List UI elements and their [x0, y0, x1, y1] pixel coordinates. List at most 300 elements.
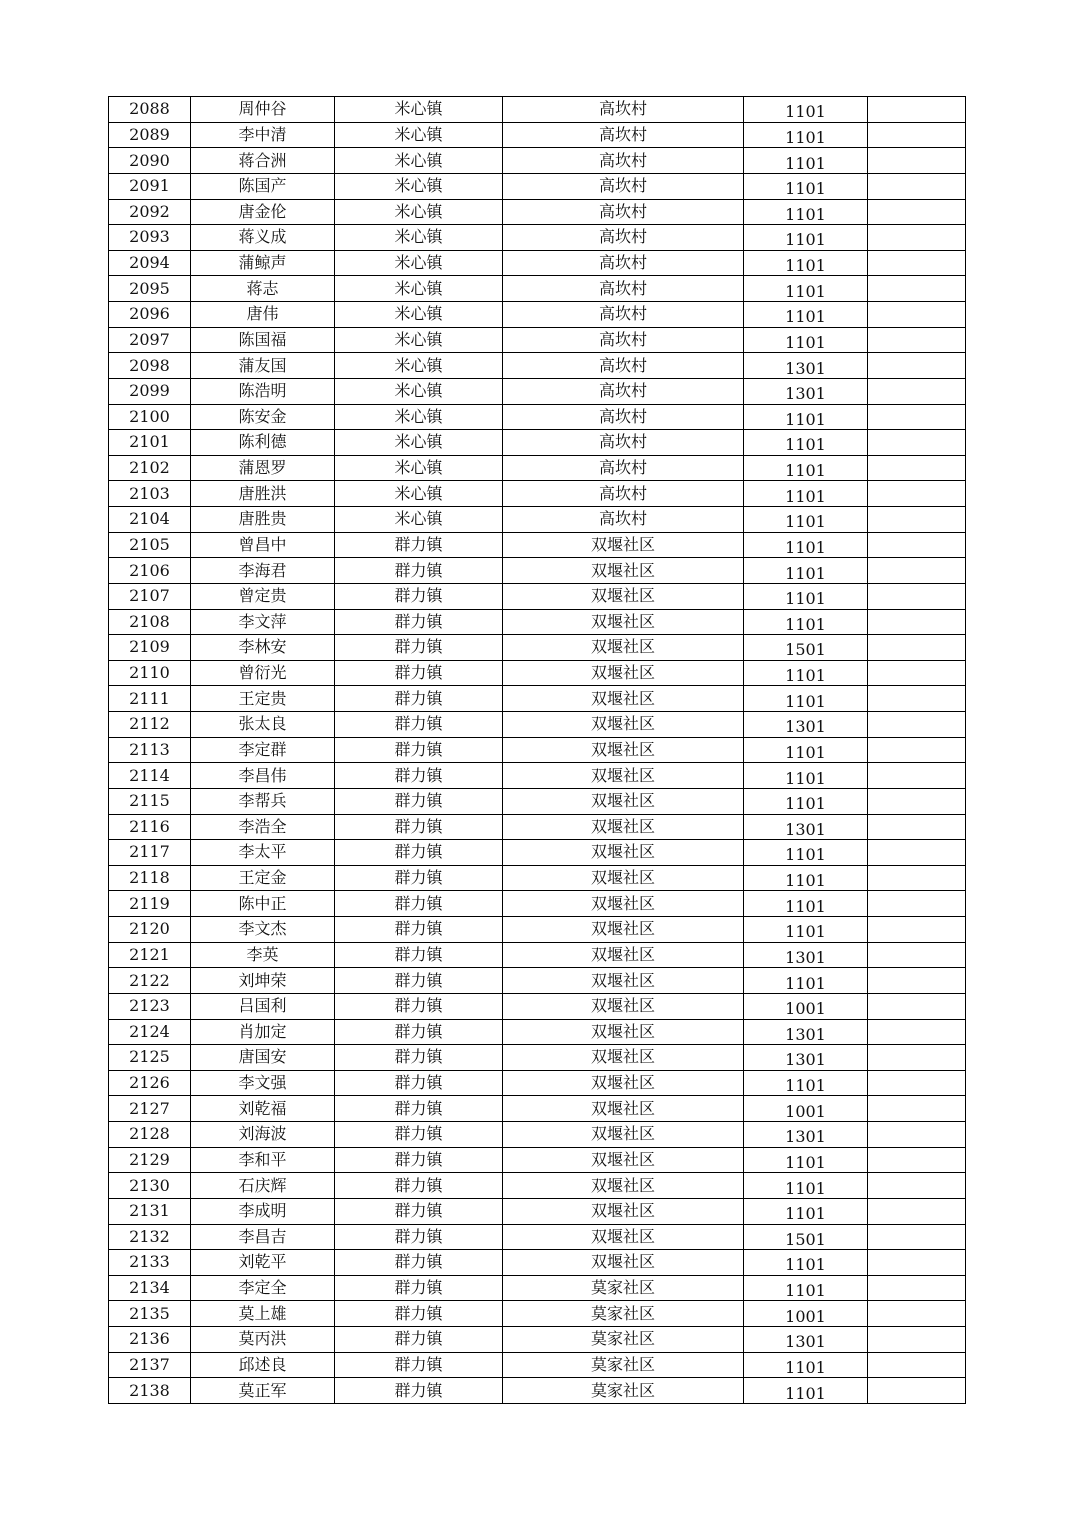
- town-cell: 群力镇: [335, 1378, 503, 1404]
- code-value: 1301: [785, 358, 826, 378]
- name-cell: 李定群: [191, 737, 335, 763]
- code-cell: [744, 507, 868, 533]
- row-number-cell: 2107: [109, 583, 191, 609]
- code-cell: [744, 1070, 868, 1096]
- village-cell: 高坎村: [503, 276, 744, 302]
- row-number-cell: 2089: [109, 122, 191, 148]
- town-cell: 群力镇: [335, 1173, 503, 1199]
- village-cell: 高坎村: [503, 148, 744, 174]
- table-row: [109, 302, 966, 328]
- remark-cell: [868, 993, 966, 1019]
- table-row: [109, 199, 966, 225]
- row-number-cell: 2097: [109, 327, 191, 353]
- town-cell: 群力镇: [335, 558, 503, 584]
- table-body: [109, 97, 966, 1404]
- row-number-cell: 2123: [109, 993, 191, 1019]
- code-cell: [744, 97, 868, 123]
- code-cell: [744, 302, 868, 328]
- remark-cell: [868, 1224, 966, 1250]
- code-value: 1101: [785, 281, 826, 301]
- table-row: [109, 993, 966, 1019]
- code-value: 1101: [785, 1281, 826, 1301]
- table-row: [109, 1173, 966, 1199]
- code-value: 1301: [785, 717, 826, 737]
- row-number-cell: 2116: [109, 814, 191, 840]
- row-number-cell: 2135: [109, 1301, 191, 1327]
- code-value: 1301: [785, 947, 826, 967]
- remark-cell: [868, 1045, 966, 1071]
- town-cell: 米心镇: [335, 250, 503, 276]
- code-value: 1101: [785, 461, 826, 481]
- table-row: [109, 1250, 966, 1276]
- village-cell: 双堰社区: [503, 583, 744, 609]
- name-cell: 唐胜贵: [191, 507, 335, 533]
- name-cell: 李和平: [191, 1147, 335, 1173]
- name-cell: 李定全: [191, 1275, 335, 1301]
- table-row: [109, 788, 966, 814]
- name-cell: 李帮兵: [191, 788, 335, 814]
- row-number-cell: 2117: [109, 840, 191, 866]
- table-row: [109, 635, 966, 661]
- table-row: [109, 430, 966, 456]
- village-cell: 高坎村: [503, 250, 744, 276]
- town-cell: 群力镇: [335, 891, 503, 917]
- village-cell: 双堰社区: [503, 1147, 744, 1173]
- name-cell: 陈国产: [191, 173, 335, 199]
- code-cell: [744, 1045, 868, 1071]
- remark-cell: [868, 968, 966, 994]
- name-cell: 陈利德: [191, 430, 335, 456]
- town-cell: 群力镇: [335, 865, 503, 891]
- town-cell: 群力镇: [335, 583, 503, 609]
- village-cell: 高坎村: [503, 199, 744, 225]
- town-cell: 群力镇: [335, 1301, 503, 1327]
- table-row: [109, 1070, 966, 1096]
- table-row: [109, 763, 966, 789]
- remark-cell: [868, 583, 966, 609]
- code-cell: [744, 993, 868, 1019]
- code-value: 1101: [785, 666, 826, 686]
- village-cell: 双堰社区: [503, 763, 744, 789]
- name-cell: 蒲友国: [191, 353, 335, 379]
- table-row: [109, 814, 966, 840]
- town-cell: 群力镇: [335, 968, 503, 994]
- town-cell: 群力镇: [335, 788, 503, 814]
- name-cell: 蒲鲸声: [191, 250, 335, 276]
- name-cell: 蒋合洲: [191, 148, 335, 174]
- town-cell: 群力镇: [335, 1019, 503, 1045]
- name-cell: 张太良: [191, 712, 335, 738]
- table-row: [109, 712, 966, 738]
- town-cell: 群力镇: [335, 1096, 503, 1122]
- remark-cell: [868, 250, 966, 276]
- name-cell: 曾定贵: [191, 583, 335, 609]
- town-cell: 群力镇: [335, 686, 503, 712]
- code-cell: [744, 327, 868, 353]
- table-row: [109, 122, 966, 148]
- row-number-cell: 2131: [109, 1198, 191, 1224]
- town-cell: 群力镇: [335, 1147, 503, 1173]
- code-cell: [744, 404, 868, 430]
- code-value: 1101: [785, 1357, 826, 1377]
- code-value: 1101: [785, 1152, 826, 1172]
- table-row: [109, 737, 966, 763]
- village-cell: 双堰社区: [503, 712, 744, 738]
- town-cell: 群力镇: [335, 1352, 503, 1378]
- code-value: 1101: [785, 307, 826, 327]
- name-cell: 刘海波: [191, 1122, 335, 1148]
- row-number-cell: 2129: [109, 1147, 191, 1173]
- row-number-cell: 2102: [109, 455, 191, 481]
- code-cell: [744, 1327, 868, 1353]
- table-row: [109, 481, 966, 507]
- town-cell: 群力镇: [335, 712, 503, 738]
- code-value: 1101: [785, 230, 826, 250]
- code-cell: [744, 1352, 868, 1378]
- town-cell: 米心镇: [335, 148, 503, 174]
- village-cell: 双堰社区: [503, 609, 744, 635]
- table-row: [109, 558, 966, 584]
- town-cell: 群力镇: [335, 737, 503, 763]
- table-row: [109, 840, 966, 866]
- town-cell: 群力镇: [335, 763, 503, 789]
- village-cell: 高坎村: [503, 455, 744, 481]
- town-cell: 米心镇: [335, 353, 503, 379]
- code-cell: [744, 276, 868, 302]
- village-cell: 双堰社区: [503, 1224, 744, 1250]
- town-cell: 群力镇: [335, 1198, 503, 1224]
- village-cell: 双堰社区: [503, 993, 744, 1019]
- row-number-cell: 2098: [109, 353, 191, 379]
- row-number-cell: 2105: [109, 532, 191, 558]
- code-cell: [744, 840, 868, 866]
- name-cell: 唐国安: [191, 1045, 335, 1071]
- village-cell: 双堰社区: [503, 788, 744, 814]
- name-cell: 李海君: [191, 558, 335, 584]
- town-cell: 米心镇: [335, 378, 503, 404]
- remark-cell: [868, 276, 966, 302]
- code-value: 1101: [785, 845, 826, 865]
- code-cell: [744, 737, 868, 763]
- name-cell: 李太平: [191, 840, 335, 866]
- town-cell: 米心镇: [335, 225, 503, 251]
- table-row: [109, 660, 966, 686]
- code-value: 1101: [785, 1178, 826, 1198]
- table-row: [109, 507, 966, 533]
- village-cell: 双堰社区: [503, 635, 744, 661]
- village-cell: 高坎村: [503, 507, 744, 533]
- town-cell: 群力镇: [335, 1327, 503, 1353]
- row-number-cell: 2091: [109, 173, 191, 199]
- remark-cell: [868, 481, 966, 507]
- code-value: 1101: [785, 435, 826, 455]
- code-cell: [744, 686, 868, 712]
- table-row: [109, 250, 966, 276]
- village-cell: 双堰社区: [503, 532, 744, 558]
- code-cell: [744, 891, 868, 917]
- code-value: 1101: [785, 537, 826, 557]
- code-value: 1101: [785, 1076, 826, 1096]
- code-value: 1001: [785, 1306, 826, 1326]
- remark-cell: [868, 173, 966, 199]
- code-value: 1101: [785, 332, 826, 352]
- town-cell: 米心镇: [335, 122, 503, 148]
- village-cell: 高坎村: [503, 481, 744, 507]
- remark-cell: [868, 148, 966, 174]
- name-cell: 李中清: [191, 122, 335, 148]
- town-cell: 群力镇: [335, 1275, 503, 1301]
- row-number-cell: 2095: [109, 276, 191, 302]
- code-cell: [744, 558, 868, 584]
- table-row: [109, 1045, 966, 1071]
- table-row: [109, 609, 966, 635]
- code-cell: [744, 1275, 868, 1301]
- name-cell: 李成明: [191, 1198, 335, 1224]
- table-row: [109, 455, 966, 481]
- code-value: 1101: [785, 127, 826, 147]
- code-cell: [744, 635, 868, 661]
- name-cell: 蒲恩罗: [191, 455, 335, 481]
- village-cell: 双堰社区: [503, 917, 744, 943]
- row-number-cell: 2096: [109, 302, 191, 328]
- row-number-cell: 2108: [109, 609, 191, 635]
- table-row: [109, 891, 966, 917]
- remark-cell: [868, 865, 966, 891]
- code-cell: [744, 968, 868, 994]
- village-cell: 双堰社区: [503, 1198, 744, 1224]
- remark-cell: [868, 763, 966, 789]
- name-cell: 莫上雄: [191, 1301, 335, 1327]
- remark-cell: [868, 327, 966, 353]
- row-number-cell: 2101: [109, 430, 191, 456]
- town-cell: 米心镇: [335, 302, 503, 328]
- name-cell: 陈国福: [191, 327, 335, 353]
- code-value: 1101: [785, 691, 826, 711]
- name-cell: 蒋志: [191, 276, 335, 302]
- code-value: 1101: [785, 896, 826, 916]
- remark-cell: [868, 609, 966, 635]
- remark-cell: [868, 917, 966, 943]
- village-cell: 高坎村: [503, 97, 744, 123]
- remark-cell: [868, 558, 966, 584]
- code-value: 1101: [785, 742, 826, 762]
- code-value: 1101: [785, 589, 826, 609]
- row-number-cell: 2138: [109, 1378, 191, 1404]
- row-number-cell: 2106: [109, 558, 191, 584]
- table-row: [109, 404, 966, 430]
- code-value: 1301: [785, 384, 826, 404]
- town-cell: 群力镇: [335, 814, 503, 840]
- remark-cell: [868, 1096, 966, 1122]
- code-cell: [744, 763, 868, 789]
- town-cell: 群力镇: [335, 660, 503, 686]
- row-number-cell: 2090: [109, 148, 191, 174]
- table-row: [109, 1327, 966, 1353]
- remark-cell: [868, 1378, 966, 1404]
- remark-cell: [868, 1070, 966, 1096]
- remark-cell: [868, 1122, 966, 1148]
- town-cell: 米心镇: [335, 276, 503, 302]
- name-cell: 李浩全: [191, 814, 335, 840]
- name-cell: 王定贵: [191, 686, 335, 712]
- row-number-cell: 2111: [109, 686, 191, 712]
- town-cell: 群力镇: [335, 532, 503, 558]
- name-cell: 邱述良: [191, 1352, 335, 1378]
- row-number-cell: 2103: [109, 481, 191, 507]
- name-cell: 周仲谷: [191, 97, 335, 123]
- name-cell: 陈中正: [191, 891, 335, 917]
- code-cell: [744, 609, 868, 635]
- row-number-cell: 2119: [109, 891, 191, 917]
- village-cell: 双堰社区: [503, 1122, 744, 1148]
- table-row: [109, 942, 966, 968]
- village-cell: 高坎村: [503, 378, 744, 404]
- code-cell: [744, 173, 868, 199]
- table-row: [109, 353, 966, 379]
- remark-cell: [868, 712, 966, 738]
- remark-cell: [868, 635, 966, 661]
- name-cell: 王定金: [191, 865, 335, 891]
- village-cell: 莫家社区: [503, 1327, 744, 1353]
- name-cell: 李英: [191, 942, 335, 968]
- table-row: [109, 583, 966, 609]
- row-number-cell: 2124: [109, 1019, 191, 1045]
- town-cell: 米心镇: [335, 481, 503, 507]
- remark-cell: [868, 1352, 966, 1378]
- code-value: 1101: [785, 153, 826, 173]
- code-value: 1101: [785, 486, 826, 506]
- village-cell: 莫家社区: [503, 1301, 744, 1327]
- remark-cell: [868, 430, 966, 456]
- code-cell: [744, 1224, 868, 1250]
- table-row: [109, 1378, 966, 1404]
- remark-cell: [868, 788, 966, 814]
- remark-cell: [868, 942, 966, 968]
- table-row: [109, 1096, 966, 1122]
- town-cell: 群力镇: [335, 942, 503, 968]
- code-cell: [744, 1378, 868, 1404]
- table-row: [109, 173, 966, 199]
- village-cell: 双堰社区: [503, 814, 744, 840]
- town-cell: 米心镇: [335, 327, 503, 353]
- remark-cell: [868, 199, 966, 225]
- remark-cell: [868, 1173, 966, 1199]
- remark-cell: [868, 1301, 966, 1327]
- remark-cell: [868, 1147, 966, 1173]
- remark-cell: [868, 1275, 966, 1301]
- village-cell: 双堰社区: [503, 1070, 744, 1096]
- code-cell: [744, 378, 868, 404]
- code-value: 1101: [785, 179, 826, 199]
- code-cell: [744, 1019, 868, 1045]
- village-cell: 高坎村: [503, 225, 744, 251]
- code-cell: [744, 942, 868, 968]
- table-row: [109, 1147, 966, 1173]
- code-cell: [744, 225, 868, 251]
- name-cell: 石庆辉: [191, 1173, 335, 1199]
- name-cell: 李林安: [191, 635, 335, 661]
- code-value: 1101: [785, 614, 826, 634]
- town-cell: 米心镇: [335, 404, 503, 430]
- code-cell: [744, 455, 868, 481]
- code-cell: [744, 532, 868, 558]
- code-value: 1101: [785, 973, 826, 993]
- row-number-cell: 2118: [109, 865, 191, 891]
- row-number-cell: 2121: [109, 942, 191, 968]
- name-cell: 蒋义成: [191, 225, 335, 251]
- town-cell: 米心镇: [335, 97, 503, 123]
- code-value: 1501: [785, 1229, 826, 1249]
- table-row: [109, 968, 966, 994]
- row-number-cell: 2125: [109, 1045, 191, 1071]
- remark-cell: [868, 686, 966, 712]
- remark-cell: [868, 122, 966, 148]
- remark-cell: [868, 891, 966, 917]
- village-cell: 双堰社区: [503, 891, 744, 917]
- code-cell: [744, 865, 868, 891]
- town-cell: 群力镇: [335, 840, 503, 866]
- row-number-cell: 2134: [109, 1275, 191, 1301]
- name-cell: 唐金伦: [191, 199, 335, 225]
- table-row: [109, 1275, 966, 1301]
- code-cell: [744, 148, 868, 174]
- row-number-cell: 2113: [109, 737, 191, 763]
- code-cell: [744, 917, 868, 943]
- table-row: [109, 1352, 966, 1378]
- row-number-cell: 2128: [109, 1122, 191, 1148]
- row-number-cell: 2099: [109, 378, 191, 404]
- code-value: 1101: [785, 794, 826, 814]
- row-number-cell: 2093: [109, 225, 191, 251]
- town-cell: 米心镇: [335, 507, 503, 533]
- row-number-cell: 2120: [109, 917, 191, 943]
- code-cell: [744, 1147, 868, 1173]
- table-row: [109, 378, 966, 404]
- name-cell: 吕国利: [191, 993, 335, 1019]
- code-value: 1301: [785, 1127, 826, 1147]
- code-value: 1101: [785, 1383, 826, 1403]
- village-cell: 高坎村: [503, 327, 744, 353]
- name-cell: 刘乾福: [191, 1096, 335, 1122]
- name-cell: 唐胜洪: [191, 481, 335, 507]
- code-cell: [744, 1250, 868, 1276]
- name-cell: 肖加定: [191, 1019, 335, 1045]
- town-cell: 群力镇: [335, 1070, 503, 1096]
- code-value: 1101: [785, 102, 826, 122]
- code-value: 1101: [785, 256, 826, 276]
- village-cell: 高坎村: [503, 173, 744, 199]
- town-cell: 群力镇: [335, 993, 503, 1019]
- town-cell: 米心镇: [335, 455, 503, 481]
- code-cell: [744, 583, 868, 609]
- table-row: [109, 1224, 966, 1250]
- town-cell: 群力镇: [335, 1122, 503, 1148]
- village-cell: 高坎村: [503, 122, 744, 148]
- code-value: 1301: [785, 819, 826, 839]
- village-cell: 双堰社区: [503, 1019, 744, 1045]
- remark-cell: [868, 507, 966, 533]
- code-value: 1301: [785, 1050, 826, 1070]
- remark-cell: [868, 455, 966, 481]
- town-cell: 米心镇: [335, 430, 503, 456]
- row-number-cell: 2130: [109, 1173, 191, 1199]
- code-cell: [744, 1122, 868, 1148]
- name-cell: 刘坤荣: [191, 968, 335, 994]
- code-cell: [744, 122, 868, 148]
- code-cell: [744, 814, 868, 840]
- code-value: 1101: [785, 871, 826, 891]
- remark-cell: [868, 1198, 966, 1224]
